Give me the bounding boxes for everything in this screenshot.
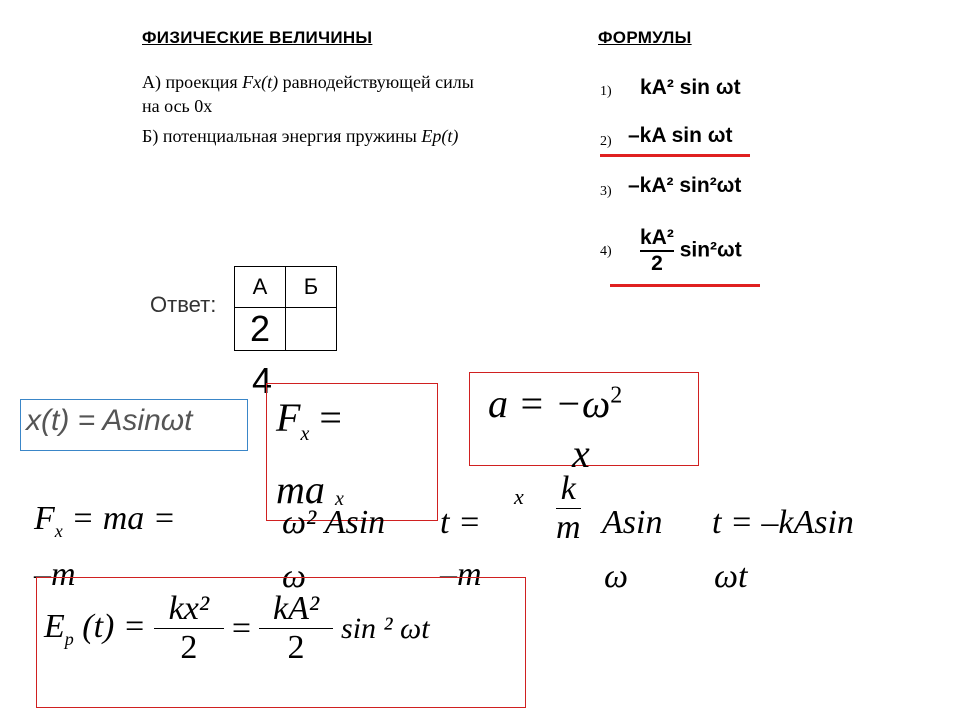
formula-1-number: 1) — [600, 84, 612, 99]
row-part-1-sub2: x — [335, 488, 344, 510]
fx-eq: = — [319, 395, 342, 440]
row-part-1 — [34, 500, 176, 542]
ep-fraction-2 — [259, 590, 333, 667]
quantity-a-line2: на ось 0x — [142, 96, 213, 116]
formula-4-numerator: kA² — [640, 226, 674, 249]
formula-2-underline — [600, 154, 750, 157]
quantities-header: ФИЗИЧЕСКИЕ ВЕЛИЧИНЫ — [142, 28, 373, 47]
row-part-6: t = –kAsin — [712, 504, 854, 541]
ep-equation — [44, 590, 430, 667]
formula-3: –kA² sin²ωt — [628, 174, 742, 197]
row-rest: = ma = — [71, 500, 176, 537]
answer-col-b: Б — [286, 267, 337, 308]
quantity-a-prefix: А) проекция — [142, 72, 243, 92]
row-fraction-bottom: m — [556, 509, 581, 546]
ep-lhs — [44, 608, 146, 650]
quantity-b-var: Ep(t) — [421, 126, 459, 146]
quantity-b-prefix: Б) потенциальная энергия пружины — [142, 126, 422, 146]
a-exp: 2 — [610, 382, 623, 409]
formula-4-fraction — [640, 226, 674, 276]
answer-label: Ответ: — [150, 292, 217, 317]
formula-4-underline — [610, 284, 760, 287]
row-part-6-under: ωt — [714, 558, 748, 595]
formula-4 — [640, 226, 742, 276]
fx-sub: x — [300, 423, 310, 445]
ep-frac2-top: kA² — [272, 590, 320, 627]
answer-table — [234, 266, 337, 351]
a-eq: = −ω — [518, 381, 611, 426]
ep-sub: p — [64, 628, 74, 649]
formula-4-number: 4) — [600, 244, 612, 259]
row-F-sub: x — [54, 520, 63, 541]
quantity-b — [142, 126, 458, 147]
answer-overflow-digit: 4 — [252, 360, 273, 401]
fx-box-rhs: ma — [276, 467, 325, 512]
row-part-3-under: –m — [440, 556, 482, 593]
answer-cell-a[interactable]: 2 — [235, 308, 286, 351]
row-F: F — [34, 500, 55, 537]
row-part-3: t = — [440, 504, 481, 541]
a-lhs: a — [488, 381, 508, 426]
row-part-5: Asin — [602, 504, 663, 541]
row-fraction-top: k — [560, 470, 576, 507]
answer-col-a: А — [235, 267, 286, 308]
formula-4-denominator: 2 — [651, 252, 663, 275]
formula-3-number: 3) — [600, 184, 612, 199]
formula-2: –kA sin ωt — [628, 124, 733, 147]
answer-cell-b[interactable] — [286, 308, 337, 351]
a-var: x — [572, 431, 590, 476]
ep-frac1-bottom: 2 — [180, 629, 198, 666]
row-fraction — [556, 470, 581, 547]
ep-fraction-1 — [154, 590, 224, 667]
a-box-equation — [488, 380, 622, 427]
row-part-5-under: ω — [604, 558, 629, 595]
row-part-1-under: –m — [34, 556, 76, 593]
formula-2-number: 2) — [600, 134, 612, 149]
ep-rest: sin ² ωt — [341, 611, 430, 645]
ep-E: E — [44, 607, 65, 645]
quantity-a-var: Fx(t) — [242, 72, 279, 92]
fx-box-equation — [276, 394, 342, 446]
row-part-4-fraction — [556, 470, 581, 547]
formulas-header: ФОРМУЛЫ — [598, 28, 692, 47]
formula-4-rest: sin²ωt — [679, 238, 742, 262]
quantity-a — [142, 72, 474, 93]
fx-F: F — [276, 395, 301, 440]
ep-frac1-top: kx² — [168, 590, 210, 627]
ep-frac2-bottom: 2 — [287, 629, 305, 666]
row-part-4-sub: x — [514, 484, 524, 509]
row-part-2: ω² Asin — [282, 504, 386, 541]
xt-equation: x(t) = Asinωt — [26, 404, 193, 437]
quantity-a-suffix: равнодействующей силы — [278, 72, 474, 92]
formula-1: kA² sin ωt — [640, 76, 741, 99]
ep-eq: = — [231, 609, 252, 647]
ep-arg: (t) = — [73, 607, 146, 645]
row-part-2-under: ω — [282, 558, 307, 595]
